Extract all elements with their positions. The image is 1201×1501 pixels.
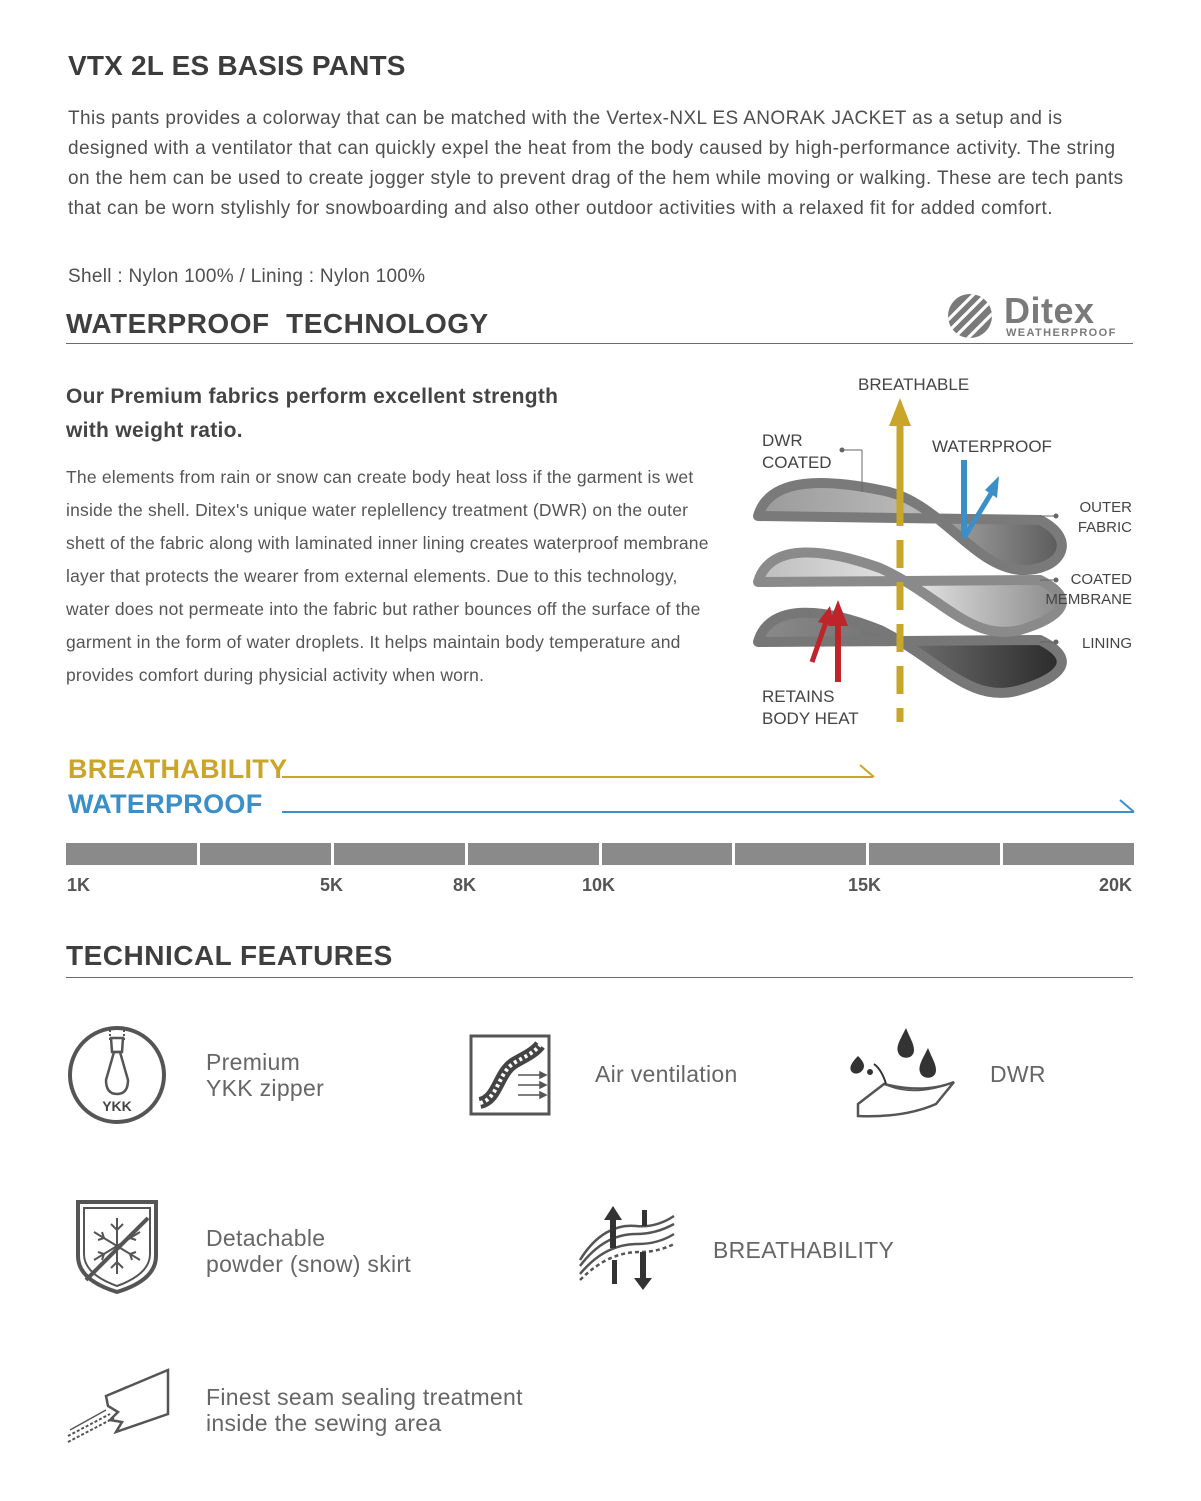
waterproof-body-text: The elements from rain or snow can create body heat loss if the garment is wet inside the shell. Ditex's unique water replellency treatment (DWR) on the outer shett of the fabric along with laminated inner lining creates waterproof membrane layer that protects the wearer from external elements. Due to this technology, water does not permeate into the fabric but rather bounces off the surface of the garment in the form of water droplets. It helps maintain body temperature and provides comfort during physicial activity when worn. (66, 467, 709, 685)
ditex-logo-wordmark: Ditex (1004, 290, 1095, 331)
scale-tick-5k: 5K (320, 875, 344, 895)
ykk-zipper-icon (66, 1024, 168, 1126)
product-description: This pants provides a colorway that can be matched with the Vertex-NXL ES ANORAK JACKET as a setup and is designed with a ventilator that can quickly expel the heat from the body caused by high-performance activity. The string on the hem can be used to create jogger style to prevent drag of the hem while moving or walking. These are tech pants that can be worn stylishly for snowboarding and also other outdoor activities with a relaxed fit for added comfort. (68, 108, 1124, 219)
waterproof-lead-line-2: with weight ratio. (66, 419, 243, 442)
breathability-layers-icon (576, 1204, 678, 1292)
label-membrane: MEMBRANE (1045, 591, 1132, 608)
label-coated-membrane (1012, 570, 1132, 610)
snow-skirt-shield-icon (74, 1198, 160, 1296)
feature-seam-line-1: Finest seam sealing treatment (206, 1384, 523, 1410)
scale-segment (66, 843, 197, 865)
feature-ykk-zipper (206, 1049, 324, 1101)
dwr-droplets-icon (844, 1024, 959, 1124)
scale-indicator-lines (0, 750, 1201, 830)
feature-seam-line-2: inside the sewing area (206, 1410, 442, 1436)
fabric-layer-diagram (740, 360, 1160, 740)
feature-dwr: DWR (990, 1061, 1046, 1087)
feature-air-ventilation: Air ventilation (595, 1061, 738, 1087)
scale-tick-8k: 8K (453, 875, 477, 895)
scale-segment (602, 843, 733, 865)
feature-ykk-line-1: Premium (206, 1049, 301, 1075)
scale-tick-15k: 15K (848, 875, 882, 895)
label-coated-2: COATED (1070, 571, 1132, 588)
ditex-logo-icon (946, 292, 994, 340)
product-title: VTX 2L ES BASIS PANTS (68, 50, 406, 81)
feature-snow-skirt (206, 1225, 411, 1277)
scale-segment (869, 843, 1000, 865)
label-dwr: DWR (762, 431, 803, 450)
label-lining: LINING (1081, 635, 1132, 652)
scale-segment (1003, 843, 1134, 865)
scale-segment (468, 843, 599, 865)
fabric-layers-illustration (740, 360, 1160, 740)
label-body-heat: BODY HEAT (762, 709, 859, 728)
feature-seam-sealing (206, 1384, 523, 1436)
section-divider (66, 343, 1133, 344)
product-material: Shell : Nylon 100% / Lining : Nylon 100% (68, 266, 426, 287)
performance-scale-bar (66, 843, 1134, 865)
label-retains: RETAINS (762, 687, 835, 706)
scale-tick-20k: 20K (1099, 875, 1133, 895)
breathability-scale-label: BREATHABILITY (68, 754, 288, 784)
label-waterproof: WATERPROOF (932, 437, 1052, 456)
feature-breathability: BREATHABILITY (713, 1237, 895, 1263)
ditex-logo-subtitle: WEATHERPROOF (1006, 327, 1117, 339)
air-ventilation-icon (468, 1033, 552, 1117)
waterproof-lead-line-1: Our Premium fabrics perform excellent strength (66, 385, 559, 408)
scale-segment (735, 843, 866, 865)
label-outer-fabric (1040, 498, 1132, 538)
label-breathable: BREATHABLE (858, 375, 970, 394)
waterproof-technology-title: WATERPROOF TECHNOLOGY (66, 308, 489, 339)
feature-skirt-line-2: powder (snow) skirt (206, 1251, 412, 1277)
scale-tick-1k: 1K (67, 875, 91, 895)
waterproof-lead (66, 380, 686, 448)
feature-skirt-line-1: Detachable (206, 1225, 326, 1251)
section-divider (66, 977, 1133, 978)
feature-ykk-line-2: YKK zipper (206, 1075, 325, 1101)
breathability-level-arrowhead (860, 765, 874, 777)
scale-tick-10k: 10K (582, 875, 616, 895)
label-coated: COATED (762, 453, 832, 472)
scale-segment (334, 843, 465, 865)
technical-features-title: TECHNICAL FEATURES (66, 940, 393, 971)
label-dwr-coated (762, 430, 832, 474)
ykk-badge-text: YKK (102, 1098, 132, 1114)
scale-segment (200, 843, 331, 865)
label-outer: OUTER (1079, 499, 1132, 516)
waterproof-scale-label: WATERPROOF (68, 789, 263, 819)
waterproof-level-arrowhead (1120, 800, 1134, 812)
label-fabric: FABRIC (1077, 519, 1132, 536)
seam-sealing-icon (66, 1366, 172, 1446)
label-retains-body-heat (762, 686, 859, 730)
